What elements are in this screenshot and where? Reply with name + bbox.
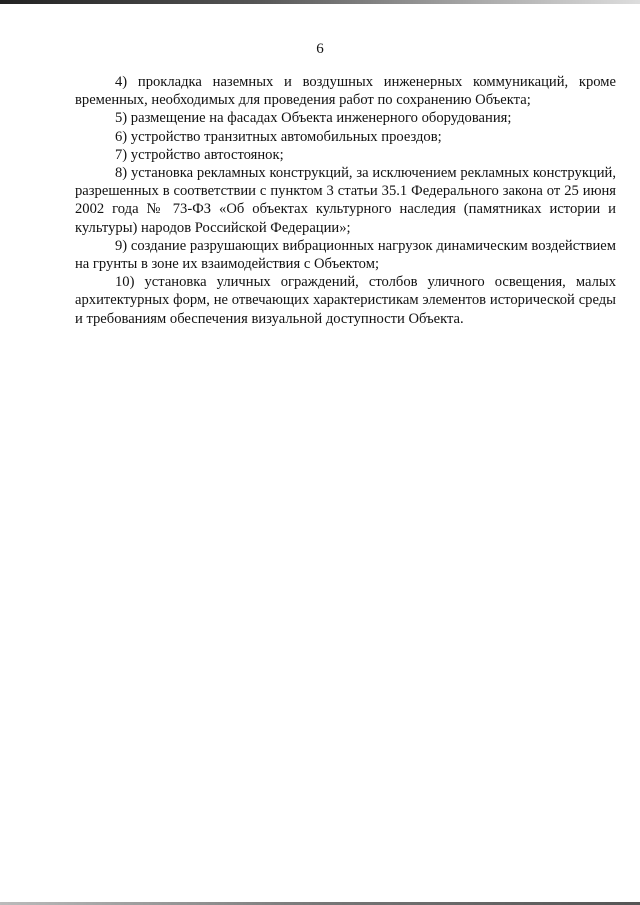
document-body [75,73,616,328]
list-item-6: 6) устройство транзитных автомобильных проездов; [115,128,442,145]
list-item-8: 8) установка рекламных конструкций, за исключением рекламных конструкций, разрешенных в соответствии с пунктом 3 статьи 35.1 Федерального закона от 25 июня 2002 года № 73-ФЗ «Об объектах культурного наследия (памятниках истории и культуры) народов Российской Федерации»; [75,165,616,236]
list-item-4: 4) прокладка наземных и воздушных инженерных коммуникаций, кроме временных, необходимых для проведения работ по сохранению Объекта; [75,74,616,109]
page-number: 6 [316,41,324,57]
scan-top-edge [0,0,640,4]
list-item-10: 10) установка уличных ограждений, столбов уличного освещения, малых архитектурных форм, не отвечающих характеристикам элементов исторической среды и требованиям обеспечения визуальной доступности Объекта. [75,274,616,327]
list-item-5: 5) размещение на фасадах Объекта инженерного оборудования; [115,110,512,127]
list-item-9: 9) создание разрушающих вибрационных нагрузок динамическим воздействием на грунты в зоне их взаимодействия с Объектом; [75,237,616,273]
list-item-7: 7) устройство автостоянок; [115,146,284,163]
